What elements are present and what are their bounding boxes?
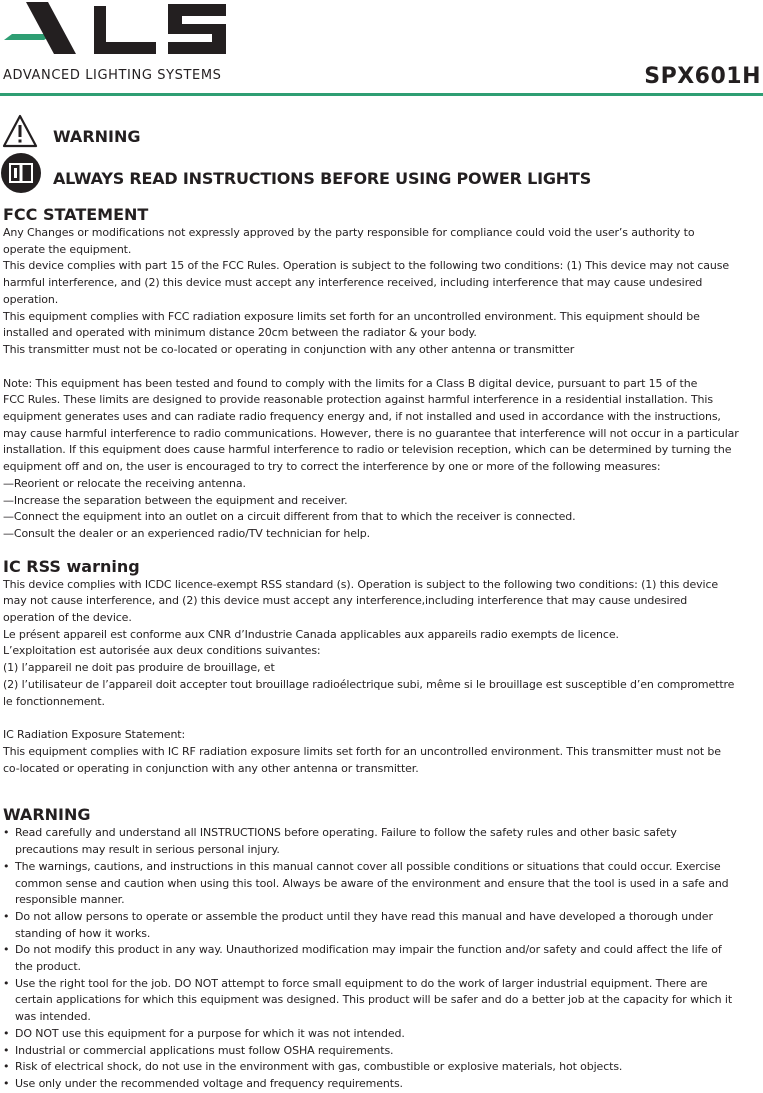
fcc-note-line: may cause harmful interference to radio communications. However, there is no guarantee that interference will not occur in a particular [3, 426, 739, 440]
fcc-line: This equipment complies with FCC radiation exposure limits set forth for an uncontrolled environment. This equipment should be [3, 309, 700, 323]
warning-item: • Risk of electrical shock, do not use in the environment with gas, combustible or explosive materials, hot objects. [3, 1059, 763, 1076]
ic-radiation-line: co-located or operating in conjunction with any other antenna or transmitter. [3, 761, 419, 775]
fcc-line: This device complies with part 15 of the FCC Rules. Operation is subject to the following two conditions: (1) This device may not cause [3, 259, 730, 273]
fcc-measure: —Increase the separation between the equipment and receiver. [3, 493, 348, 507]
read-manual-icon [0, 152, 42, 194]
ic-line: L’exploitation est autorisée aux deux conditions suivantes: [3, 644, 321, 658]
fcc-note-line: Note: This equipment has been tested and found to comply with the limits for a Class B digital device, pursuant to part 15 of the [3, 376, 698, 390]
document-body [3, 205, 763, 1093]
fcc-note-line: FCC Rules. These limits are designed to provide reasonable protection against harmful interference in a residential installation. This [3, 393, 713, 407]
fcc-line: harmful interference, and (2) this device must accept any interference received, including interference that may cause undesired [3, 276, 703, 290]
warning-item: • The warnings, cautions, and instructions in this manual cannot cover all possible conditions or situations that could occur. Exercise common sense and caution when using this tool. Always be aware of the environment and ensure that the tool is used in a safe and responsible manner. [3, 859, 763, 909]
fcc-note-text [3, 376, 763, 543]
ic-line: may not cause interference, and (2) this device must accept any interference,including interference that may cause undesired [3, 594, 688, 608]
ic-radiation-text [3, 727, 763, 777]
ic-radiation-line: This equipment complies with IC RF radiation exposure limits set forth for an uncontrolled environment. This transmitter must not be [3, 744, 721, 758]
ic-line: Le présent appareil est conforme aux CNR d’Industrie Canada applicables aux appareils radio exempts de licence. [3, 627, 619, 641]
fcc-measure: —Consult the dealer or an experienced radio/TV technician for help. [3, 526, 371, 540]
ic-line: operation of the device. [3, 611, 132, 625]
ic-rss-heading: IC RSS warning [3, 556, 140, 576]
fcc-note-line: equipment generates uses and can radiate radio frequency energy and, if not installed and used in accordance with the instructions, [3, 410, 721, 424]
fcc-note-line: installation. If this equipment does cause harmful interference to radio or television reception, which can be determined by turning the [3, 443, 732, 457]
company-name: ADVANCED LIGHTING SYSTEMS [3, 68, 222, 83]
ic-radiation-line: IC Radiation Exposure Statement: [3, 728, 186, 742]
warning-item: • Industrial or commercial applications must follow OSHA requirements. [3, 1043, 763, 1060]
warning-heading: WARNING [3, 805, 91, 825]
fcc-statement-text [3, 225, 763, 359]
ic-line: This device complies with ICDC licence-exempt RSS standard (s). Operation is subject to the following two conditions: (1) this device [3, 577, 719, 591]
header-divider [0, 93, 763, 96]
fcc-line: This transmitter must not be co-located or operating in conjunction with any other antenna or transmitter [3, 342, 575, 356]
model-number: SPX601H [644, 64, 761, 89]
warning-item: • Use the right tool for the job. DO NOT attempt to force small equipment to do the work of larger industrial equipment. There are certain applications for which this equipment was designed. This product will be safer and do a better job at the capacity for which it was intended. [3, 976, 763, 1026]
fcc-measure: —Reorient or relocate the receiving antenna. [3, 476, 246, 490]
warning-item: • Do not allow persons to operate or assemble the product until they have read this manual and have developed a thorough under standing of how it works. [3, 909, 763, 942]
ic-line: le fonctionnement. [3, 694, 105, 708]
warning-list [3, 825, 763, 1092]
als-logo [0, 0, 230, 60]
fcc-measure: —Connect the equipment into an outlet on a circuit different from that to which the receiver is connected. [3, 510, 576, 524]
fcc-line: Any Changes or modifications not expressly approved by the party responsible for compliance could void the user’s authority to [3, 226, 695, 239]
fcc-note-line: equipment off and on, the user is encouraged to try to correct the interference by one or more of the following measures: [3, 460, 661, 474]
ic-line: (1) l’appareil ne doit pas produire de brouillage, et [3, 661, 275, 675]
ic-line: (2) l’utilisateur de l’appareil doit accepter tout brouillage radioélectrique subi, même si le brouillage est susceptible d’en compromettre [3, 677, 735, 691]
warning-item: • Do not modify this product in any way. Unauthorized modification may impair the function and/or safety and could affect the life of the product. [3, 942, 763, 975]
read-instructions-title: ALWAYS READ INSTRUCTIONS BEFORE USING POWER LIGHTS [53, 169, 592, 188]
banner-warning-title: WARNING [53, 127, 141, 146]
fcc-line: operation. [3, 292, 59, 306]
warning-item: • Read carefully and understand all INSTRUCTIONS before operating. Failure to follow the safety rules and other basic safety precautions may result in serious personal injury. [3, 825, 763, 858]
fcc-line: operate the equipment. [3, 242, 132, 256]
fcc-statement-heading: FCC STATEMENT [3, 205, 149, 224]
warning-triangle-icon [2, 114, 38, 148]
warning-item: • Use only under the recommended voltage and frequency requirements. [3, 1076, 763, 1093]
fcc-line: installed and operated with minimum distance 20cm between the radiator & your body. [3, 326, 477, 340]
warning-item: • DO NOT use this equipment for a purpose for which it was not intended. [3, 1026, 763, 1043]
ic-rss-text [3, 577, 763, 711]
